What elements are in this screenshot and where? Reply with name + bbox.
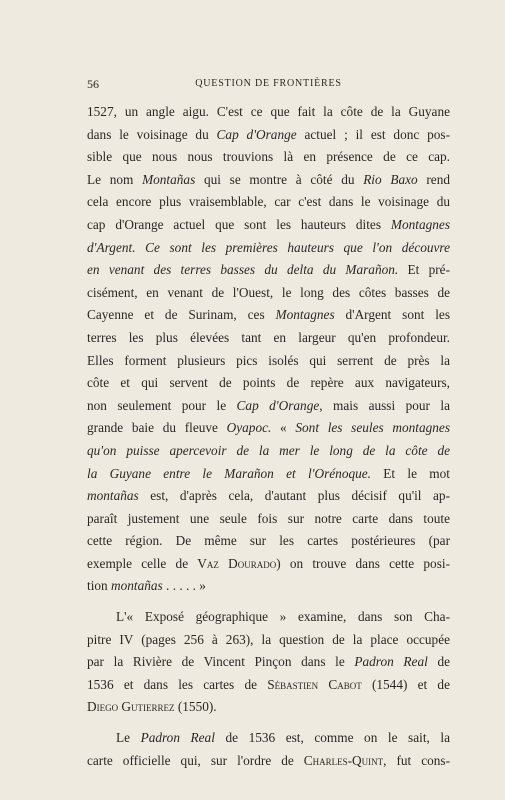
text-line: Cayenne et de Surinam, ces Montagnes d'Argent sont les	[87, 307, 450, 323]
text-line: pitre IV (pages 256 à 263), la question de la place occupée	[87, 631, 450, 647]
text-line: montañas est, d'après cela, d'autant plus décisif qu'il ap-	[87, 488, 450, 504]
text-line: carte officielle qui, sur l'ordre de Charles-Quint, fut cons-	[87, 752, 451, 768]
text-line: cisément, en venant de l'Ouest, le long des côtes basses de	[87, 284, 450, 300]
text-line: cap d'Orange actuel que sont les hauteurs dites Montagnes	[87, 216, 450, 232]
text-line: Le Padron Real de 1536 est, comme on le sait, la	[116, 730, 450, 746]
text-line: d'Argent. Ce sont les premières hauteurs que l'on découvre	[87, 239, 450, 255]
text-line: non seulement pour le Cap d'Orange, mais aussi pour la	[87, 397, 450, 413]
text-line: par la Rivière de Vincent Pinçon dans le Padron Real de	[87, 654, 451, 670]
text-line: côte et qui servent de points de repère aux navigateurs,	[87, 375, 450, 391]
text-line: paraît justement une seule fois sur notre carte dans toute	[87, 510, 450, 526]
text-line: Elles forment plusieurs pics isolés qui serrent de près la	[87, 352, 450, 368]
paragraph-gap	[87, 719, 450, 727]
text-line: L'« Exposé géographique » examine, dans son Cha-	[116, 609, 450, 625]
text-line: la Guyane entre le Marañon et l'Orénoque. Et le mot	[87, 465, 450, 481]
text-line: exemple celle de Vaz Dourado) on trouve dans cette posi-	[87, 555, 450, 571]
text-line: terres les plus élevées tant en largeur qu'en profondeur.	[87, 329, 450, 345]
text-line: qu'on puisse apercevoir de la mer le long de la côte de	[87, 442, 450, 458]
text-line: dans le voisinage du Cap d'Orange actuel ; il est donc pos-	[87, 126, 450, 142]
page-number: 56	[87, 77, 99, 91]
text-line: 1536 et dans les cartes de Sébastien Cabot (1544) et de	[87, 676, 450, 692]
text-line: 1527, un angle aigu. C'est ce que fait la côte de la Guyane	[87, 104, 450, 119]
text-line: tion montañas . . . . . »	[87, 578, 206, 594]
text-line: cette région. De même sur les cartes postérieures (par	[87, 533, 450, 549]
text-line: cela encore plus vraisemblable, car c'est dans le voisinage du	[87, 194, 450, 210]
text-line: en venant des terres basses du delta du Marañon. Et pré-	[87, 262, 451, 278]
text-line: Le nom Montañas qui se montre à côté du Rio Baxo rend	[87, 171, 450, 187]
text-line: Diego Gutierrez (1550).	[87, 699, 217, 715]
body-text	[87, 101, 450, 772]
running-title: QUESTION DE FRONTIÈRES	[195, 78, 342, 89]
page-header	[87, 77, 450, 95]
paragraph-gap	[87, 598, 450, 606]
text-line: sible que nous nous trouvions là en présence de ce cap.	[87, 149, 450, 165]
text-line: grande baie du fleuve Oyapoc. « Sont les seules montagnes	[87, 420, 450, 436]
